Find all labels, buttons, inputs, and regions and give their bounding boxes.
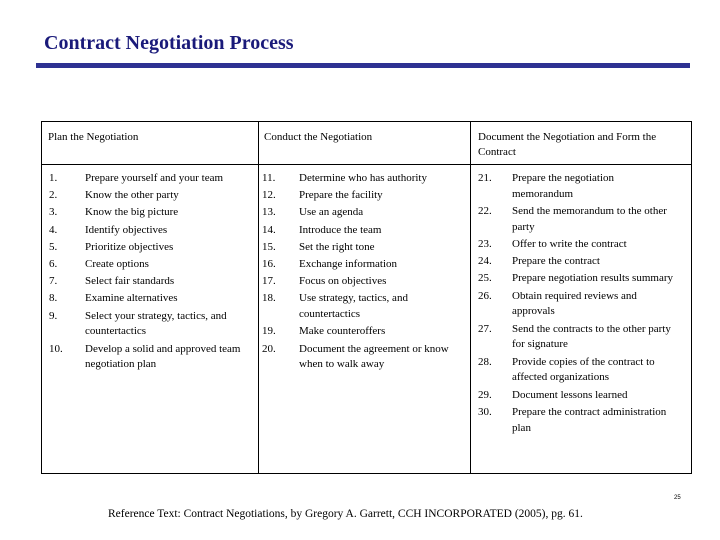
document-list — [42, 170, 693, 437]
list-item: 5. Prioritize objectives — [49, 240, 174, 253]
plan-heading: Plan the Negotiation — [48, 131, 139, 143]
header-divider — [42, 164, 691, 165]
list-item: 12. Prepare the facility — [262, 189, 383, 202]
process-table — [41, 121, 692, 474]
list-item: 24. Prepare the contract — [478, 255, 600, 268]
list-item: 16. Exchange information — [262, 258, 398, 271]
list-item: 15. Set the right tone — [262, 240, 375, 253]
list-item: 8. Examine alternatives — [49, 292, 178, 305]
list-item: 22. Send the memorandum to the other party — [478, 205, 667, 233]
list-item: 9. Select your strategy, tactics, and countertactics — [49, 309, 227, 338]
document-heading: Document the Negotiation and Form the Contract — [478, 131, 657, 158]
list-item: 30. Prepare the contract administration plan — [478, 406, 667, 434]
list-item: 26. Obtain required reviews and approvals — [478, 289, 637, 318]
page-title: Contract Negotiation Process — [44, 32, 294, 54]
list-item: 21. Prepare the negotiation memorandum — [478, 172, 615, 200]
list-item: 1. Prepare yourself and your team — [49, 172, 224, 184]
list-item: 17. Focus on objectives — [262, 275, 387, 288]
list-item: 29. Document lessons learned — [478, 388, 628, 401]
list-item: 13. Use an agenda — [262, 206, 364, 219]
list-item: 7. Select fair standards — [49, 275, 175, 288]
list-item: 27. Send the contracts to the other party for signature — [478, 322, 671, 351]
title-underline — [36, 63, 690, 68]
list-item: 10. Develop a solid and approved team negotiation plan — [49, 342, 241, 371]
list-item: 2. Know the other party — [49, 189, 179, 202]
page-number: 25 — [674, 495, 681, 501]
list-item: 19. Make counteroffers — [262, 325, 386, 338]
list-item: 11. Determine who has authority — [262, 172, 427, 184]
list-item: 4. Identify objectives — [49, 223, 168, 236]
list-item: 3. Know the big picture — [49, 206, 179, 219]
list-item: 23. Offer to write the contract — [478, 238, 627, 250]
list-item: 25. Prepare negotiation results summary — [478, 272, 673, 285]
list-item: 18. Use strategy, tactics, and countertactics — [262, 292, 408, 320]
list-item: 14. Introduce the team — [262, 223, 382, 236]
conduct-heading: Conduct the Negotiation — [264, 131, 373, 143]
reference-text: Reference Text: Contract Negotiations, by Gregory A. Garrett, CCH INCORPORATED (2005), pg. 61. — [108, 508, 583, 520]
list-item: 6. Create options — [49, 258, 149, 271]
list-item: 20. Document the agreement or know when to walk away — [262, 342, 449, 371]
list-item: 28. Provide copies of the contract to affected organizations — [478, 355, 655, 384]
